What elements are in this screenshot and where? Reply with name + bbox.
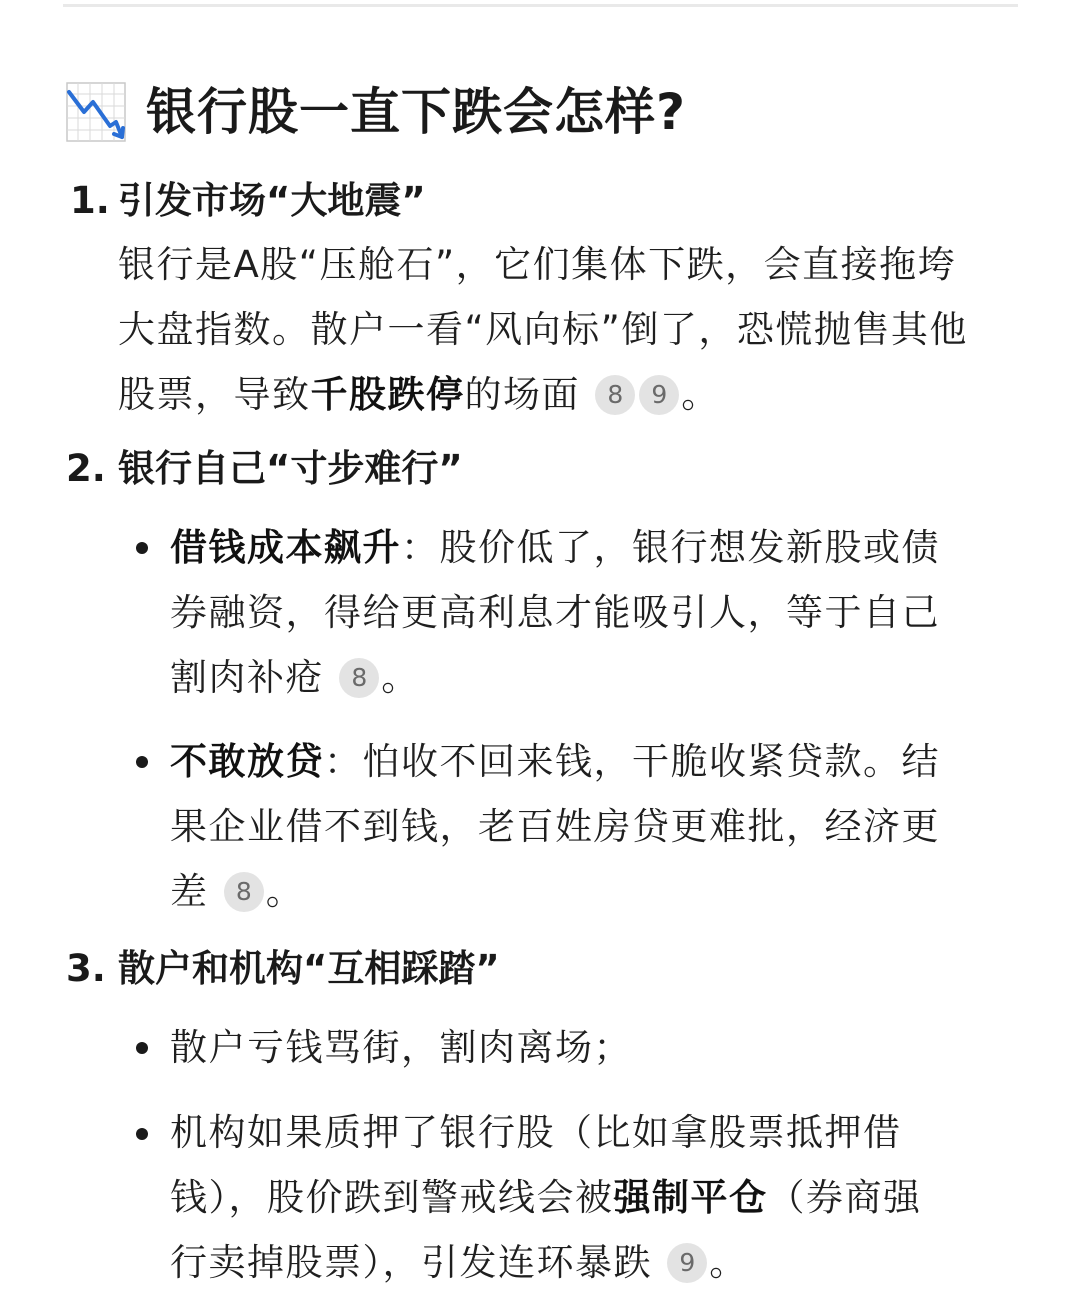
bullet-line: 散户亏钱骂街，割肉离场；	[170, 1026, 632, 1069]
bullet-dot	[136, 1128, 148, 1140]
text-span: 。	[681, 373, 720, 416]
text-span: 股票，导致	[118, 373, 311, 416]
section-title: 引发市场“大地震”	[118, 179, 426, 222]
text-span: ：怕收不回来钱，干脆收紧贷款。结	[324, 740, 940, 783]
text-span: 钱），股价跌到警戒线会被	[170, 1176, 614, 1219]
text-span: 。	[265, 870, 305, 913]
text-span: 差	[170, 870, 209, 913]
bold-phrase: 千股跌停	[310, 373, 465, 416]
text-span: （券商强	[767, 1176, 922, 1219]
citation-badge[interactable]: 8	[595, 375, 635, 415]
bullet-dot	[136, 542, 148, 554]
section-number: 2.	[66, 447, 106, 490]
paragraph-line	[118, 362, 720, 427]
text-span: 割肉补疮	[170, 656, 324, 699]
bullet-line: 果企业借不到钱，老百姓房贷更难批，经济更	[170, 805, 940, 848]
bullet-line: 券融资，得给更高利息才能吸引人，等于自己	[170, 591, 940, 634]
citation-badge[interactable]: 9	[639, 375, 679, 415]
section-title: 银行自己“寸步难行”	[118, 447, 463, 490]
text-span: ：股价低了，银行想发新股或债	[401, 526, 940, 569]
bullet-line: 机构如果质押了银行股（比如拿股票抵押借	[170, 1111, 902, 1154]
bold-phrase: 强制平仓	[613, 1176, 768, 1219]
citation-badge[interactable]: 8	[224, 872, 264, 912]
page-title: 银行股一直下跌会怎样?	[146, 83, 687, 141]
bullet-dot	[136, 756, 148, 768]
text-span: 的场面	[464, 373, 580, 416]
bullet-dot	[136, 1042, 148, 1054]
section-number: 1.	[70, 179, 110, 222]
bold-phrase: 不敢放贷	[170, 740, 324, 783]
citation-badge[interactable]: 9	[667, 1243, 707, 1283]
bullet-line	[170, 1165, 922, 1230]
section-title: 散户和机构“互相踩踏”	[118, 947, 500, 990]
bold-phrase: 借钱成本飙升	[170, 526, 401, 569]
bullet-line	[170, 729, 940, 794]
citation-badge[interactable]: 8	[339, 658, 379, 698]
bullet-line	[170, 1230, 748, 1295]
top-divider	[63, 4, 1018, 7]
paragraph-line: 大盘指数。散户一看“风向标”倒了，恐慌抛售其他	[118, 308, 968, 351]
page-heading	[66, 78, 686, 146]
text-span: 行卖掉股票），引发连环暴跌	[170, 1241, 652, 1284]
section-number: 3.	[66, 947, 106, 990]
chart-decreasing-icon	[66, 82, 126, 142]
text-span: 。	[709, 1241, 748, 1284]
bullet-line	[170, 645, 420, 710]
paragraph-line: 银行是A股“压舱石”，它们集体下跌，会直接拖垮	[118, 243, 957, 286]
text-span: 。	[381, 656, 420, 699]
bullet-line	[170, 859, 304, 924]
bullet-line	[170, 515, 940, 580]
